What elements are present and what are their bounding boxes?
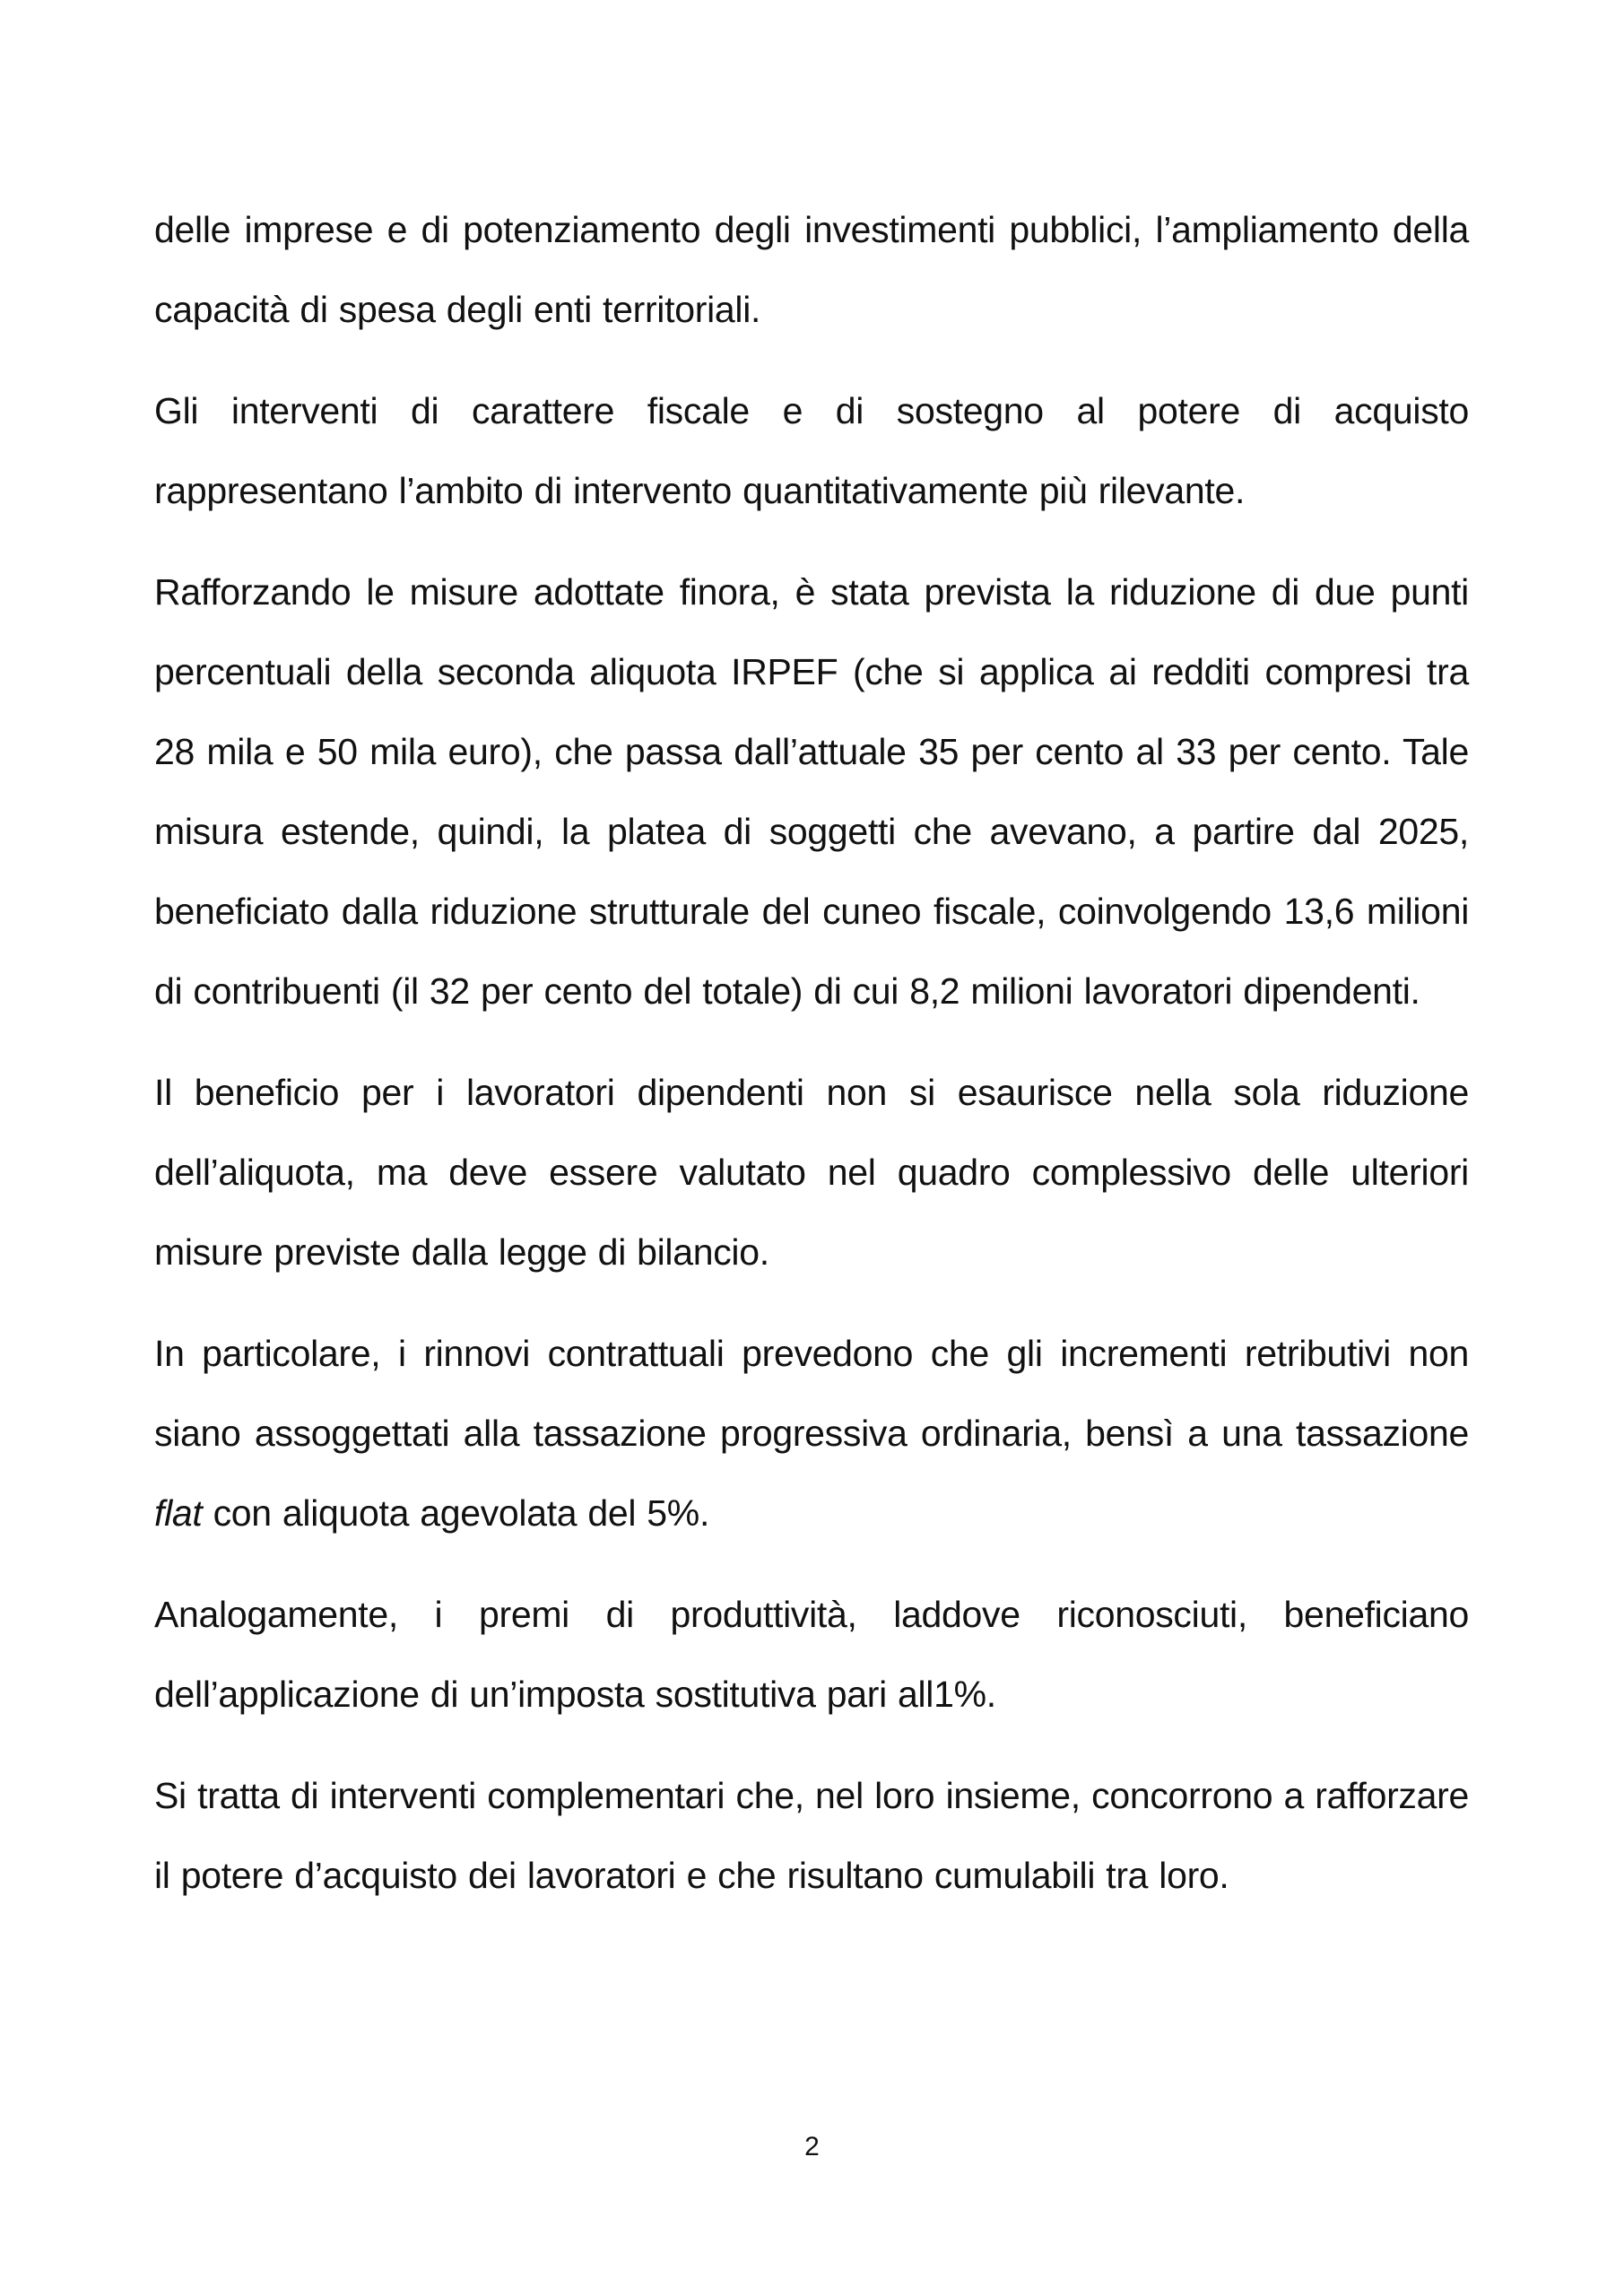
paragraph-interventi-complementari: Si tratta di interventi complementari che, nel loro insieme, concorrono a rafforzare il potere d’acquisto dei lavoratori e che risultano cumulabili tra loro. — [154, 1775, 1469, 1896]
paragraph-rinnovi-contrattuali — [154, 1314, 1469, 1553]
paragraph-premi-produttivita: Analogamente, i premi di produttività, laddove riconosciuti, beneficiano dell’applicazione di un’imposta sostitutiva pari all1%. — [154, 1594, 1469, 1715]
paragraph-beneficio-dipendenti: Il beneficio per i lavoratori dipendenti non si esaurisce nella sola riduzione dell’aliquota, ma deve essere valutato nel quadro complessivo delle ulteriori misure previste dalla legge di bilancio. — [154, 1072, 1469, 1273]
paragraph-riduzione-irpef: Rafforzando le misure adottate finora, è stata prevista la riduzione di due punti percentuali della seconda aliquota IRPEF (che si applica ai redditi compresi tra 28 mila e 50 mila euro), che passa dall’attuale 35 per cento al 33 per cento. Tale misura estende, quindi, la platea di soggetti che avevano, a partire dal 2025, beneficiato dalla riduzione strutturale del cuneo fiscale, coinvolgendo 13,6 milioni di contribuenti (il 32 per cento del totale) di cui 8,2 milioni lavoratori dipendenti. — [154, 571, 1469, 1012]
italic-term: flat — [154, 1492, 203, 1534]
text-segment: con aliquota agevolata del 5%. — [202, 1492, 710, 1534]
paragraph-interventi-fiscali: Gli interventi di carattere fiscale e di sostegno al potere di acquisto rappresentano l’ambito di intervento quantitativamente più rilevante. — [154, 390, 1469, 511]
document-page — [154, 190, 1469, 1937]
paragraph-investimenti: delle imprese e di potenziamento degli investimenti pubblici, l’ampliamento della capacità di spesa degli enti territoriali. — [154, 209, 1469, 330]
text-segment: In particolare, i rinnovi contrattuali prevedono che gli incrementi retributivi non siano assoggettati alla tassazione progressiva ordinaria, bensì a una tassazione — [154, 1333, 1469, 1454]
page-number: 2 — [804, 2132, 820, 2161]
